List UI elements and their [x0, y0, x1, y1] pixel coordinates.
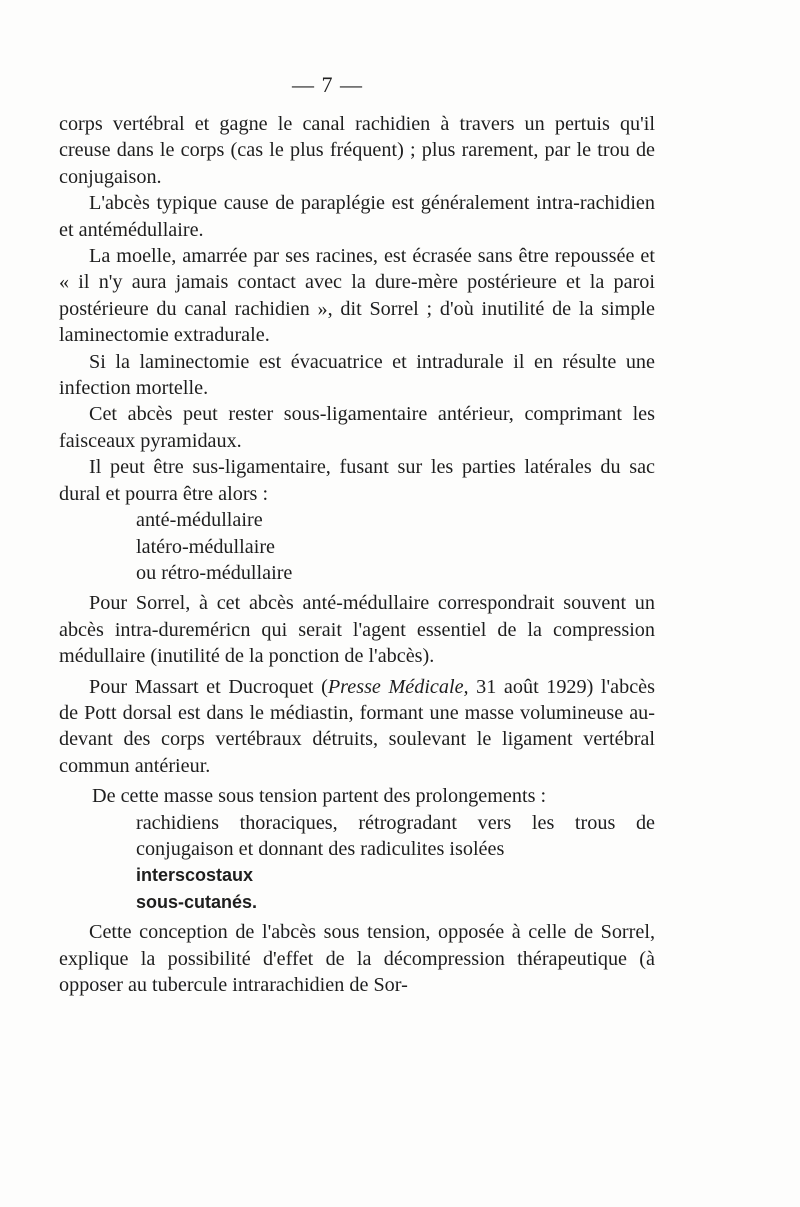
paragraph-9: [59, 783, 655, 862]
list-item-bold: interscostaux: [136, 865, 254, 886]
paragraph-3: La moelle, amarrée par ses racines, est écrasée sans être repoussée et « il n'y aura jamais contact avec la dure-mère postérieure et la paroi postérieure du canal rachidien », dit Sorrel ; d'où inutilité de la simple laminectomie extradurale.: [59, 245, 655, 347]
paragraph-6: Il peut être sus-ligamentaire, fusant sur les parties latérales du sac dural et pourra être alors :: [59, 456, 655, 505]
page-number: — 7 —: [292, 72, 363, 97]
body-text: [59, 111, 655, 998]
paragraph-5: Cet abcès peut rester sous-ligamentaire antérieur, comprimant les faisceaux pyramidaux.: [59, 403, 655, 452]
citation-journal: Presse Médicale,: [327, 675, 469, 698]
paragraph-1: corps vertébral et gagne le canal rachidien à travers un pertuis qu'il creuse dans le corps (cas le plus fréquent) ; plus rarement, par le trou de conjugaison.: [59, 113, 655, 188]
paragraph-8: [59, 674, 655, 780]
list-item: anté-médullaire: [136, 509, 263, 532]
paragraph-8-start: Pour Massart et Ducroquet (: [89, 675, 328, 698]
paragraph-7: Pour Sorrel, à cet abcès anté-médullaire correspondrait souvent un abcès intra-dureméricn qui serait l'agent essentiel de la compression médullaire (inutilité de la ponction de l'abcès).: [59, 592, 655, 668]
paragraph-2: L'abcès typique cause de paraplégie est généralement intra-rachidien et antémédullaire.: [59, 192, 655, 241]
list-item-bold: sous-cutanés.: [136, 891, 258, 912]
paragraph-9-rest: rachidiens thoraciques, rétrogradant vers les trous de conjugaison et donnant des radiculites isolées: [136, 811, 655, 860]
paragraph-8-end: 31 août 1929) l'abcès de Pott dorsal est dans le médiastin, formant une masse volumineuse au-devant des corps vertébraux détruits, soulevant le ligament vertébral commun antérieur.: [59, 675, 655, 777]
list-item: ou rétro-médullaire: [136, 561, 293, 584]
list-item: latéro-médullaire: [136, 535, 275, 558]
paragraph-4: Si la laminectomie est évacuatrice et intradurale il en résulte une infection mortelle.: [59, 350, 655, 400]
paragraph-10: Cette conception de l'abcès sous tension, opposée à celle de Sorrel, explique la possibilité d'effet de la décompression thérapeutique (à opposer au tubercule intrarachidien de Sor-: [59, 921, 655, 996]
paragraph-9-lead: De cette masse sous tension partent des prolongements :: [92, 785, 547, 808]
